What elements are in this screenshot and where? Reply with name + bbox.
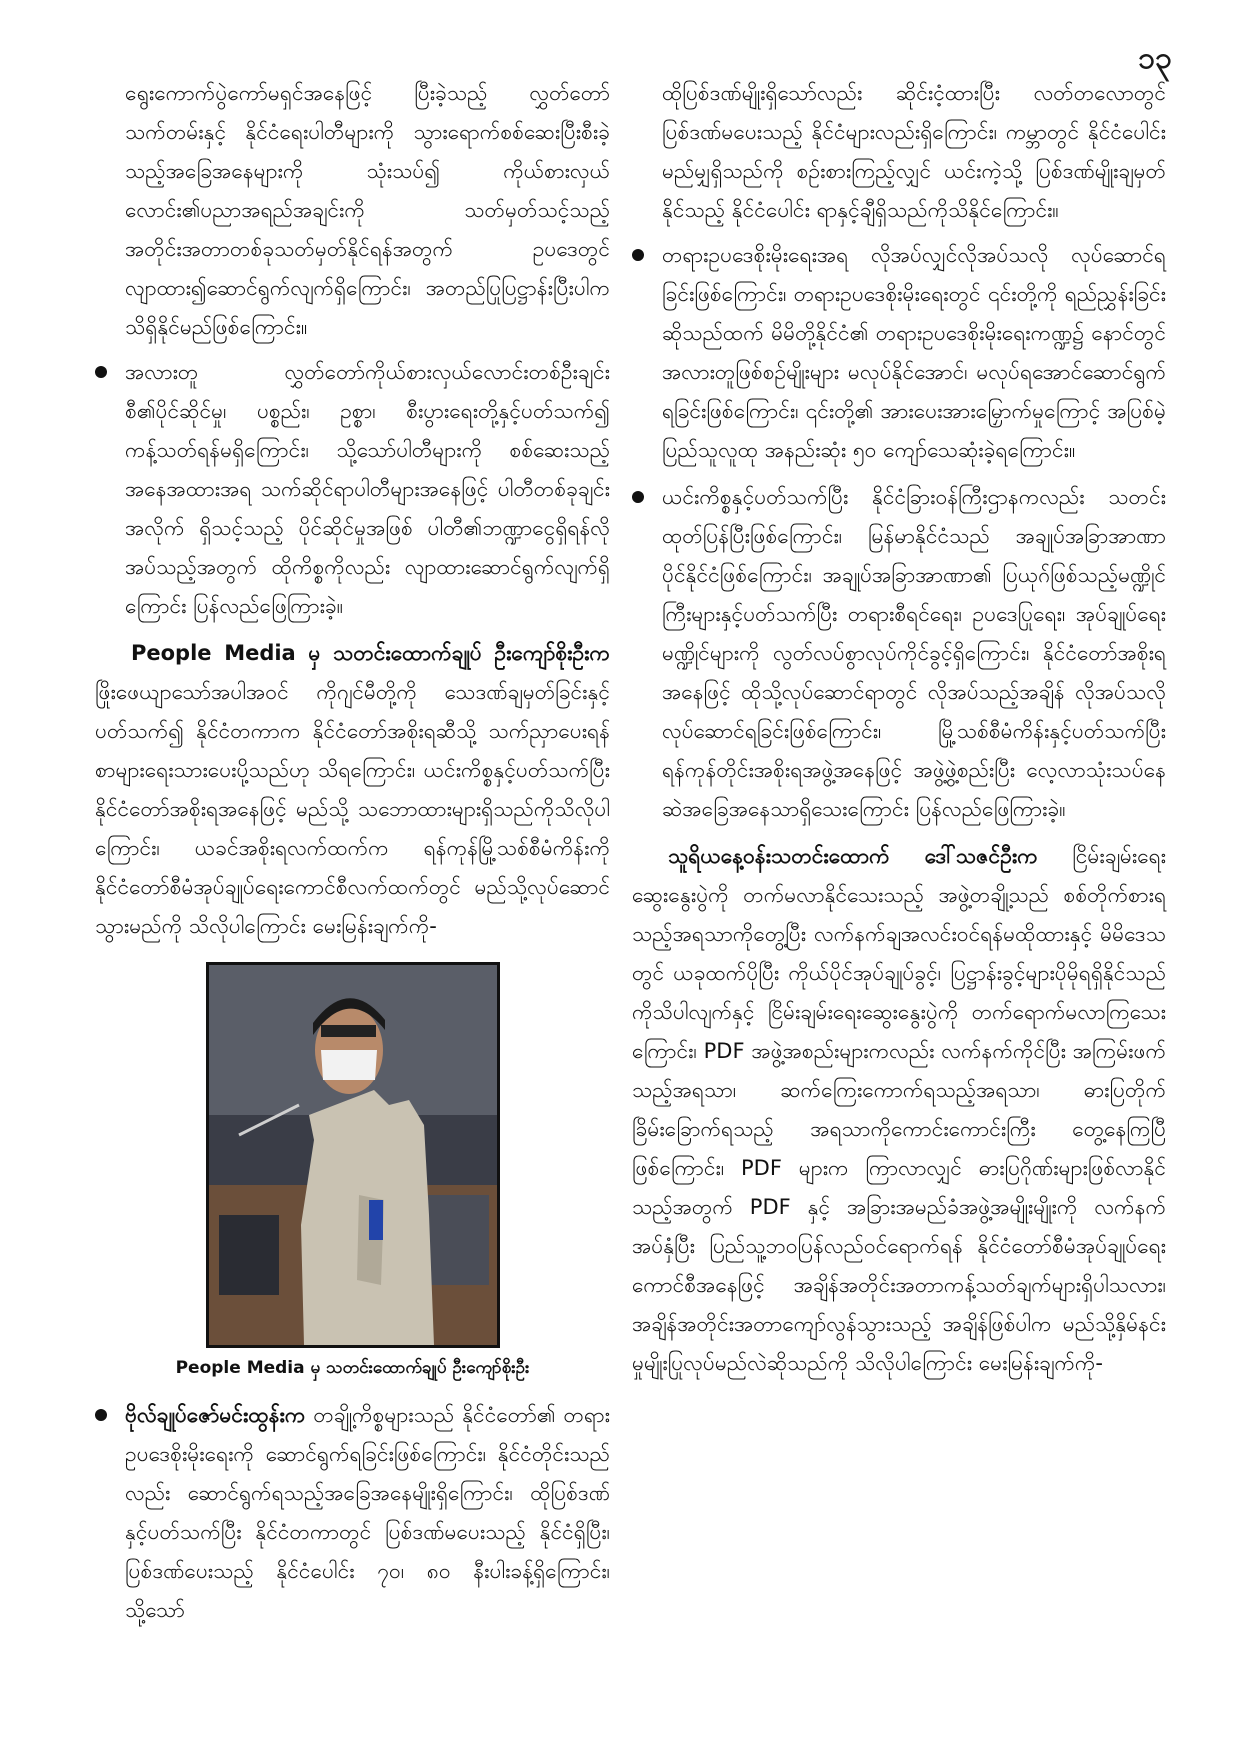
bullet-icon [632, 491, 644, 503]
list-item [95, 1396, 610, 1630]
reporter-question-paragraph [95, 634, 610, 946]
question-text: ဖြိုးဖေယျာသော်အပါအဝင် ကိုဂျင်မီတို့ကို သေဒဏ်ချမှတ်ခြင်းနှင့်ပတ်သက်၍ နိုင်ငံတကာက နိုင်ငံတော်အစိုးရဆီသို့ သက်ညှာပေးရန် စာများရေးသားပေးပို့သည်ဟု သိရကြောင်း၊ ယင်းကိစ္စနှင့်ပတ်သက်ပြီး နိုင်ငံတော်အစိုးရအနေဖြင့် မည်သို့ သဘောထားများရှိသည်ကိုသိလိုပါကြောင်း၊ ယခင်အစိုးရလက်ထက်က ရန်ကုန်မြို့သစ်စီမံကိန်းကို နိုင်ငံတော်စီမံအုပ်ချုပ်ရေးကောင်စီလက်ထက်တွင် မည်သို့လုပ်ဆောင်သွားမည်ကို သိလိုပါကြောင်း မေးမြန်းချက်ကို- [95, 680, 610, 938]
left-column [95, 74, 610, 1638]
photo-figure [95, 962, 610, 1382]
right-column [632, 74, 1166, 1389]
continuation-paragraph: ထိုပြစ်ဒဏ်မျိုးရှိသော်လည်း ဆိုင်းငံ့ထားပြီး လတ်တလောတွင် ပြစ်ဒဏ်မပေးသည့် နိုင်ငံများလည်းရှိကြောင်း၊ ကမ္ဘာတွင် နိုင်ငံပေါင်းမည်မျှရှိသည်ကို စဉ်းစားကြည့်လျှင် ယင်းကဲ့သို့ ပြစ်ဒဏ်မျိုးချမှတ်နိုင်သည့် နိုင်ငံပေါင်း ရာနှင့်ချီရှိသည်ကိုသိနိုင်ကြောင်း။ [662, 81, 1166, 222]
list-item [632, 236, 1166, 470]
bullet-icon [95, 366, 107, 378]
reporter-question-paragraph [632, 837, 1166, 1383]
photo-caption: People Media မှ သတင်းထောက်ချုပ် ဦးကျော်စိုးဦး [175, 1358, 530, 1378]
right-bullet-list [632, 236, 1166, 829]
reporter-name: People Media မှ သတင်းထောက်ချုပ် ဦးကျော်စိုးဦးက [131, 641, 610, 665]
left-bullet-list-1 [95, 353, 610, 626]
page-number: ၁၃ [1138, 41, 1172, 76]
reporter-name: သူရိယနေ့ဝန်းသတင်းထောက် ဒေါ်သဇင်ဦးက [668, 844, 1038, 868]
speaker-name: ဗိုလ်ချုပ်ဇော်မင်းထွန်းက [125, 1403, 306, 1427]
bullet-icon [95, 1409, 107, 1421]
reporter-photo [206, 962, 500, 1348]
list-item [632, 478, 1166, 829]
intro-paragraph: ရွေးကောက်ပွဲကော်မရှင်အနေဖြင့် ပြီးခဲ့သည့် လွှတ်တော်သက်တမ်းနှင့် နိုင်ငံရေးပါတီများကို သွားရောက်စစ်ဆေးပြီးစီးခဲ့သည့်အခြေအနေများကို သုံးသပ်၍ ကိုယ်စားလှယ်လောင်း၏ပညာအရည်အချင်းကို သတ်မှတ်သင့်သည့်အတိုင်းအတာတစ်ခုသတ်မှတ်နိုင်ရန်အတွက် ဥပဒေတွင် လျာထား၍ဆောင်ရွက်လျက်ရှိကြောင်း၊ အတည်ပြုပြဋ္ဌာန်းပြီးပါက သိရှိနိုင်မည်ဖြစ်ကြောင်း။ [125, 81, 610, 339]
left-bullet-list-2 [95, 1396, 610, 1630]
bullet-icon [632, 249, 644, 261]
bullet-text: တရားဥပဒေစိုးမိုးရေးအရ လိုအပ်လျှင်လိုအပ်သလို လုပ်ဆောင်ရခြင်းဖြစ်ကြောင်း၊ တရားဥပဒေစိုးမိုးရေးတွင် ၎င်းတို့ကို ရည်ညွှန်းခြင်းဆိုသည်ထက် မိမိတို့နိုင်ငံ၏ တရားဥပဒေစိုးမိုးရေးကဏ္ဍ၌ နောင်တွင်အလားတူဖြစ်စဉ်မျိုးများ မလုပ်နိုင်အောင်၊ မလုပ်ရအောင်ဆောင်ရွက်ရခြင်းဖြစ်ကြောင်း၊ ၎င်းတို့၏ အားပေးအားမြှောက်မှုကြောင့် အပြစ်မဲ့ပြည်သူလူထု အနည်းဆုံး ၅၀ ကျော်သေဆုံးခဲ့ရကြောင်း။ [662, 243, 1166, 462]
question-text: ငြိမ်းချမ်းရေးဆွေးနွေးပွဲကို တက်မလာနိုင်သေးသည့် အဖွဲ့တချို့သည် စစ်တိုက်စားရသည့်အရသာကိုတွေ့ပြီး လက်နက်ချအလင်းဝင်ရန်မထိုထားနှင့် မိမိဒေသတွင် ယခုထက်ပိုပြီး ကိုယ်ပိုင်အုပ်ချုပ်ခွင့်၊ ပြဋ္ဌာန်းခွင့်များပိုမိုရရှိနိုင်သည်ကိုသိပါလျက်နှင့် ငြိမ်းချမ်းရေးဆွေးနွေးပွဲကို တက်ရောက်မလာကြသေးကြောင်း၊ PDF အဖွဲ့အစည်းများကလည်း လက်နက်ကိုင်ပြီး အကြမ်းဖက်သည့်အရသာ၊ ဆက်ကြေးကောက်ရသည့်အရသာ၊ ဓားပြတိုက်ခြိမ်းခြောက်ရသည့် အရသာကိုကောင်းကောင်းကြီး တွေ့နေကြပြီဖြစ်ကြောင်း၊ PDF များက ကြာလာလျှင် ဓားပြဂိုဏ်းများဖြစ်လာနိုင်သည့်အတွက် PDF နှင့် အခြားအမည်ခံအဖွဲ့အမျိုးမျိုးကို လက်နက်အပ်နှံပြီး ပြည်သူ့ဘဝပြန်လည်ဝင်ရောက်ရန် နိုင်ငံတော်စီမံအုပ်ချုပ်ရေးကောင်စီအနေဖြင့် အချိန်အတိုင်းအတာကန့်သတ်ချက်များရှိပါသလား၊ အချိန်အတိုင်းအတာကျော်လွန်သွားသည့် အချိန်ဖြစ်ပါက မည်သို့နှိမ်နင်းမှုမျိုးပြုလုပ်မည်လဲဆိုသည်ကို သိလိုပါကြောင်း မေးမြန်းချက်ကို- [632, 844, 1167, 1375]
bullet-text: တချို့ကိစ္စများသည် နိုင်ငံတော်၏ တရားဥပဒေစိုးမိုးရေးကို ဆောင်ရွက်ရခြင်းဖြစ်ကြောင်း၊ နိုင်ငံတိုင်းသည်လည်း ဆောင်ရွက်ရသည့်အခြေအနေမျိုးရှိကြောင်း၊ ထိုပြစ်ဒဏ်နှင့်ပတ်သက်ပြီး နိုင်ငံတကာတွင် ပြစ်ဒဏ်မပေးသည့် နိုင်ငံရှိပြီး၊ ပြစ်ဒဏ်ပေးသည့် နိုင်ငံပေါင်း ၇၀၊ ၈၀ နီးပါးခန့်ရှိကြောင်း၊ သို့သော် [125, 1403, 610, 1622]
bullet-text: ယင်းကိစ္စနှင့်ပတ်သက်ပြီး နိုင်ငံခြားဝန်ကြီးဌာနကလည်း သတင်းထုတ်ပြန်ပြီးဖြစ်ကြောင်း၊ မြန်မာနိုင်ငံသည် အချုပ်အခြာအာဏာပိုင်နိုင်ငံဖြစ်ကြောင်း၊ အချုပ်အခြာအာဏာ၏ ပြယုဂ်ဖြစ်သည့်မဏ္ဍိုင်ကြီးများနှင့်ပတ်သက်ပြီး တရားစီရင်ရေး၊ ဥပဒေပြုရေး၊ အုပ်ချုပ်ရေးမဏ္ဍိုင်များကို လွတ်လပ်စွာလုပ်ကိုင်ခွင့်ရှိကြောင်း၊ နိုင်ငံတော်အစိုးရအနေဖြင့် ထိုသို့လုပ်ဆောင်ရာတွင် လိုအပ်သည့်အချိန် လိုအပ်သလို လုပ်ဆောင်ရခြင်းဖြစ်ကြောင်း၊ မြို့သစ်စီမံကိန်းနှင့်ပတ်သက်ပြီး ရန်ကုန်တိုင်းအစိုးရအဖွဲ့အနေဖြင့် အဖွဲ့ဖွဲ့စည်းပြီး လေ့လာသုံးသပ်နေဆဲအခြေအနေသာရှိသေးကြောင်း ပြန်လည်ဖြေကြားခဲ့။ [662, 485, 1166, 821]
list-item [95, 353, 610, 626]
bullet-text: အလားတူ လွှတ်တော်ကိုယ်စားလှယ်လောင်းတစ်ဦးချင်းစီ၏ပိုင်ဆိုင်မှု၊ ပစ္စည်း၊ ဥစ္စာ၊ စီးပွားရေးတို့နှင့်ပတ်သက်၍ ကန့်သတ်ရန်မရှိကြောင်း၊ သို့သော်ပါတီများကို စစ်ဆေးသည့်အနေအထားအရ သက်ဆိုင်ရာပါတီများအနေဖြင့် ပါတီတစ်ခုချင်းအလိုက် ရှိသင့်သည့် ပိုင်ဆိုင်မှုအဖြစ် ပါတီ၏ဘဏ္ဍာငွေရှိရန်လိုအပ်သည့်အတွက် ထိုကိစ္စကိုလည်း လျာထားဆောင်ရွက်လျက်ရှိကြောင်း ပြန်လည်ဖြေကြားခဲ့။ [125, 360, 610, 618]
